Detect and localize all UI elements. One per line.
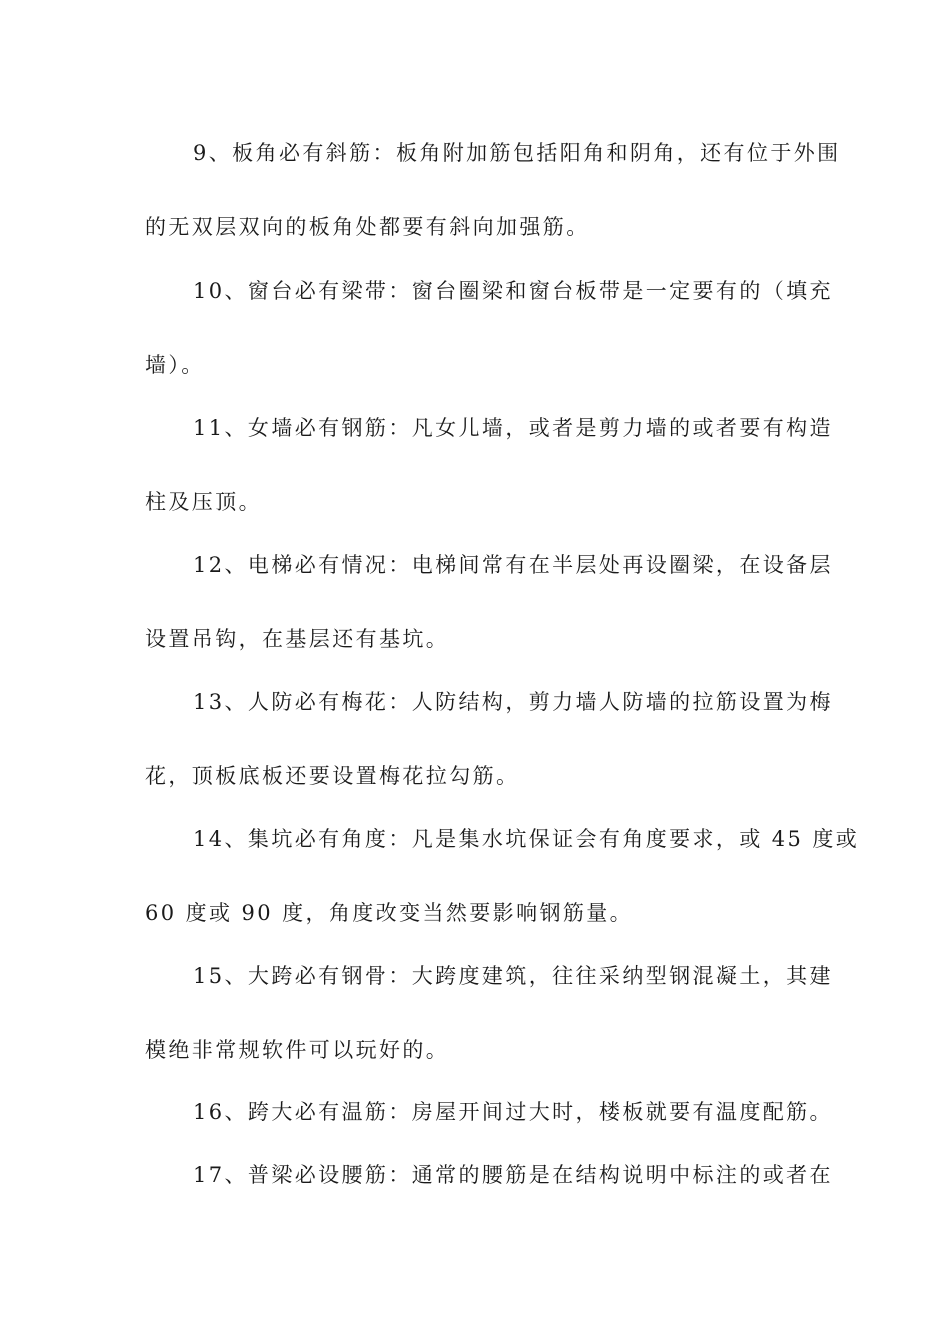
paragraph-15-line-1: 15、大跨必有钢骨：大跨度建筑，往往采纳型钢混凝土，其建 xyxy=(193,964,833,988)
paragraph-11-line-2: 柱及压顶。 xyxy=(145,490,262,514)
paragraph-14-line-2: 60 度或 90 度，角度改变当然要影响钢筋量。 xyxy=(145,901,634,925)
paragraph-9-line-1: 9、板角必有斜筋：板角附加筋包括阳角和阴角，还有位于外围 xyxy=(193,141,841,165)
paragraph-13-line-1: 13、人防必有梅花：人防结构，剪力墙人防墙的拉筋设置为梅 xyxy=(193,690,833,714)
paragraph-14-line-1: 14、集坑必有角度：凡是集水坑保证会有角度要求，或 45 度或 xyxy=(193,827,860,851)
paragraph-12-line-1: 12、电梯必有情况：电梯间常有在半层处再设圈梁，在设备层 xyxy=(193,553,833,577)
paragraph-13-line-2: 花，顶板底板还要设置梅花拉勾筋。 xyxy=(145,764,520,788)
paragraph-10-line-2: 墙）。 xyxy=(145,353,205,377)
paragraph-9-line-2: 的无双层双向的板角处都要有斜向加强筋。 xyxy=(145,215,590,239)
paragraph-17-line-1: 17、普梁必设腰筋：通常的腰筋是在结构说明中标注的或者在 xyxy=(193,1163,833,1187)
paragraph-15-line-2: 模绝非常规软件可以玩好的。 xyxy=(145,1038,450,1062)
paragraph-10-line-1: 10、窗台必有梁带：窗台圈梁和窗台板带是一定要有的（填充 xyxy=(193,279,833,303)
paragraph-11-line-1: 11、女墙必有钢筋：凡女儿墙，或者是剪力墙的或者要有构造 xyxy=(193,416,833,440)
paragraph-12-line-2: 设置吊钩，在基层还有基坑。 xyxy=(145,627,450,651)
paragraph-16-line-1: 16、跨大必有温筋：房屋开间过大时，楼板就要有温度配筋。 xyxy=(193,1100,833,1124)
